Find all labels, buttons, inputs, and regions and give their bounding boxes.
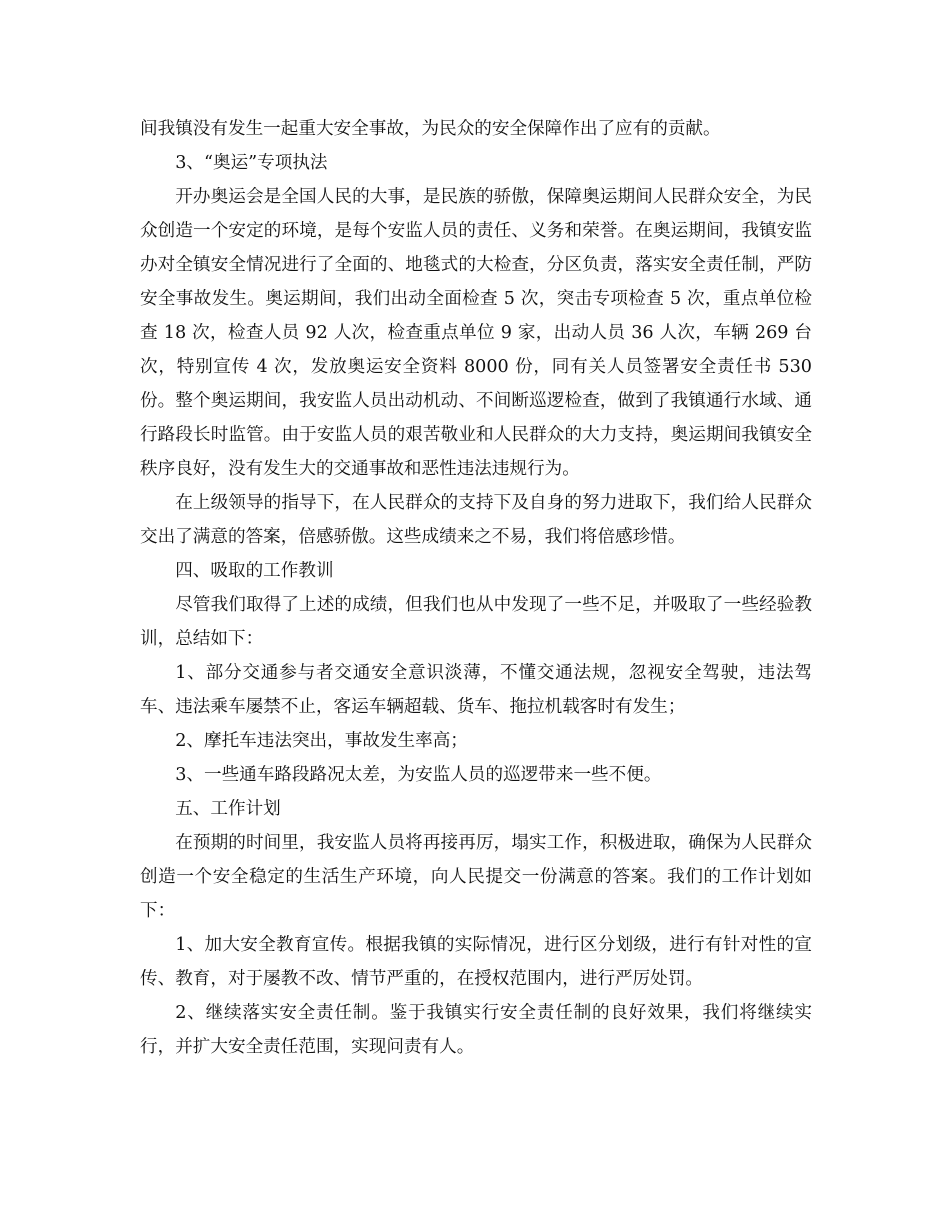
paragraph-work-plan-intro: 在预期的时间里，我安监人员将再接再厉，塌实工作，积极进取，确保为人民群众创造一个安全稳定的生活生产环境，向人民提交一份满意的答案。我们的工作计划如下：	[140, 833, 812, 921]
paragraph-1: 间我镇没有发生一起重大安全事故，为民众的安全保障作出了应有的贡献。	[140, 119, 721, 139]
list-item-lesson-3: 3、一些通车路段路况太差，为安监人员的巡逻带来一些不便。	[175, 765, 662, 785]
list-item-lesson-1: 1、部分交通参与者交通安全意识淡薄，不懂交通法规，忽视安全驾驶，违法驾车、违法乘车屡禁不止，客运车辆超载、货车、拖拉机载客时有发生；	[140, 663, 812, 717]
list-item-plan-2: 2、继续落实安全责任制。鉴于我镇实行安全责任制的良好效果，我们将继续实行，并扩大安全责任范围，实现问责有人。	[140, 1003, 812, 1057]
section-heading-olympic-enforcement: 3、“奥运”专项执法	[175, 153, 328, 173]
section-heading-work-plan: 五、工作计划	[175, 799, 281, 819]
section-heading-lessons: 四、吸取的工作教训	[175, 561, 334, 581]
paragraph-olympic-details: 开办奥运会是全国人民的大事，是民族的骄傲，保障奥运期间人民群众安全，为民众创造一个安定的环境，是每个安监人员的责任、义务和荣誉。在奥运期间，我镇安监办对全镇安全情况进行了全面的、地毯式的大检查，分区负责，落实安全责任制，严防安全事故发生。奥运期间，我们出动全面检查 5 次，突击专项检查 5 次，重点单位检查 18 次，检查人员 92 人次，检查重点单位 9 家，出动人员 36 人次，车辆 269 台次，特别宣传 4 次，发放奥运安全资料 8000 份，同有关人员签署安全责任书 530 份。整个奥运期间，我安监人员出动机动、不间断巡逻检查，做到了我镇通行水域、通行路段长时监管。由于安监人员的艰苦敬业和人民群众的大力支持，奥运期间我镇安全秩序良好，没有发生大的交通事故和恶性违法违规行为。	[140, 187, 812, 479]
list-item-plan-1: 1、加大安全教育宣传。根据我镇的实际情况，进行区分划级，进行有针对性的宣传、教育，对于屡教不改、情节严重的，在授权范围内，进行严厉处罚。	[140, 935, 812, 989]
paragraph-lessons-intro: 尽管我们取得了上述的成绩，但我们也从中发现了一些不足，并吸取了一些经验教训，总结如下：	[140, 595, 812, 649]
paragraph-achievement-summary: 在上级领导的指导下，在人民群众的支持下及自身的努力进取下，我们给人民群众交出了满意的答案，倍感骄傲。这些成绩来之不易，我们将倍感珍惜。	[140, 493, 812, 547]
list-item-lesson-2: 2、摩托车违法突出，事故发生率高；	[175, 731, 468, 751]
document-body	[140, 112, 812, 1064]
